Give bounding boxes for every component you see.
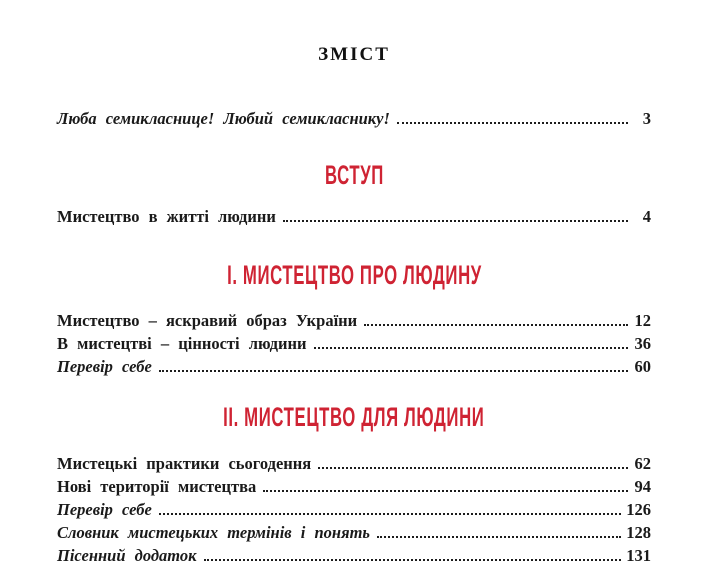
toc-entry-page-number: 126	[626, 500, 651, 519]
toc-entry-intro	[57, 105, 651, 128]
dot-leader	[204, 559, 622, 561]
toc-entry-label: Пісенний додаток	[57, 546, 197, 565]
section-heading-part1	[57, 262, 651, 289]
dot-leader	[283, 220, 628, 222]
toc-entry	[57, 330, 651, 353]
section-heading-text: ВСТУП	[324, 160, 384, 190]
toc-entry-label: Мистецькі практики сьогодення	[57, 454, 312, 473]
toc-entry-label: Словник мистецьких термінів і понять	[57, 523, 370, 542]
toc-entry-page-number: 60	[634, 357, 651, 376]
toc-entry-page-number: 4	[642, 207, 651, 226]
section-heading-text: І. МИСТЕЦТВО ПРО ЛЮДИНУ	[226, 260, 482, 290]
toc-entry-page-number: 128	[626, 523, 651, 542]
section-heading-part2	[57, 404, 651, 431]
dot-leader	[314, 347, 628, 349]
toc-entry	[57, 307, 651, 330]
section-heading-vstup	[57, 162, 651, 189]
toc-entry	[57, 353, 651, 376]
toc-entry-page-number: 131	[626, 546, 651, 565]
dot-leader	[318, 467, 628, 469]
section-heading-text: ІІ. МИСТЕЦТВО ДЛЯ ЛЮДИНИ	[223, 402, 485, 432]
spacer	[57, 431, 651, 450]
spacer	[57, 189, 651, 203]
spacer	[57, 289, 651, 307]
toc-entry	[57, 473, 651, 496]
toc-entry	[57, 519, 651, 542]
spacer	[57, 226, 651, 262]
dot-leader	[263, 490, 628, 492]
toc-entry-page-number: 3	[642, 109, 651, 128]
toc-entry	[57, 450, 651, 473]
toc-entry-label: Мистецтво – яскравий образ України	[57, 311, 358, 330]
dot-leader	[397, 122, 628, 124]
toc-entry-page-number: 94	[634, 477, 651, 496]
toc-entry-label: В мистецтві – цінності людини	[57, 334, 307, 353]
toc-entry	[57, 496, 651, 519]
spacer	[57, 128, 651, 162]
dot-leader	[159, 513, 621, 515]
toc-entry	[57, 542, 651, 565]
dot-leader	[364, 324, 628, 326]
toc-entry-label: Мистецтво в житті людини	[57, 207, 276, 226]
toc-entry-page-number: 36	[634, 334, 651, 353]
spacer	[57, 66, 651, 105]
dot-leader	[159, 370, 628, 372]
spacer	[57, 376, 651, 404]
toc-entry-label: Нові території мистецтва	[57, 477, 257, 496]
toc-entry-label: Люба семикласнице! Любий семикласнику!	[57, 109, 390, 128]
dot-leader	[377, 536, 621, 538]
toc-entry-page-number: 62	[634, 454, 651, 473]
toc-entry	[57, 203, 651, 226]
toc-entry-label: Перевір себе	[57, 500, 152, 519]
page-title: ЗМІСТ	[318, 44, 390, 65]
toc-entry-page-number: 12	[634, 311, 651, 330]
toc-entry-label: Перевір себе	[57, 357, 152, 376]
